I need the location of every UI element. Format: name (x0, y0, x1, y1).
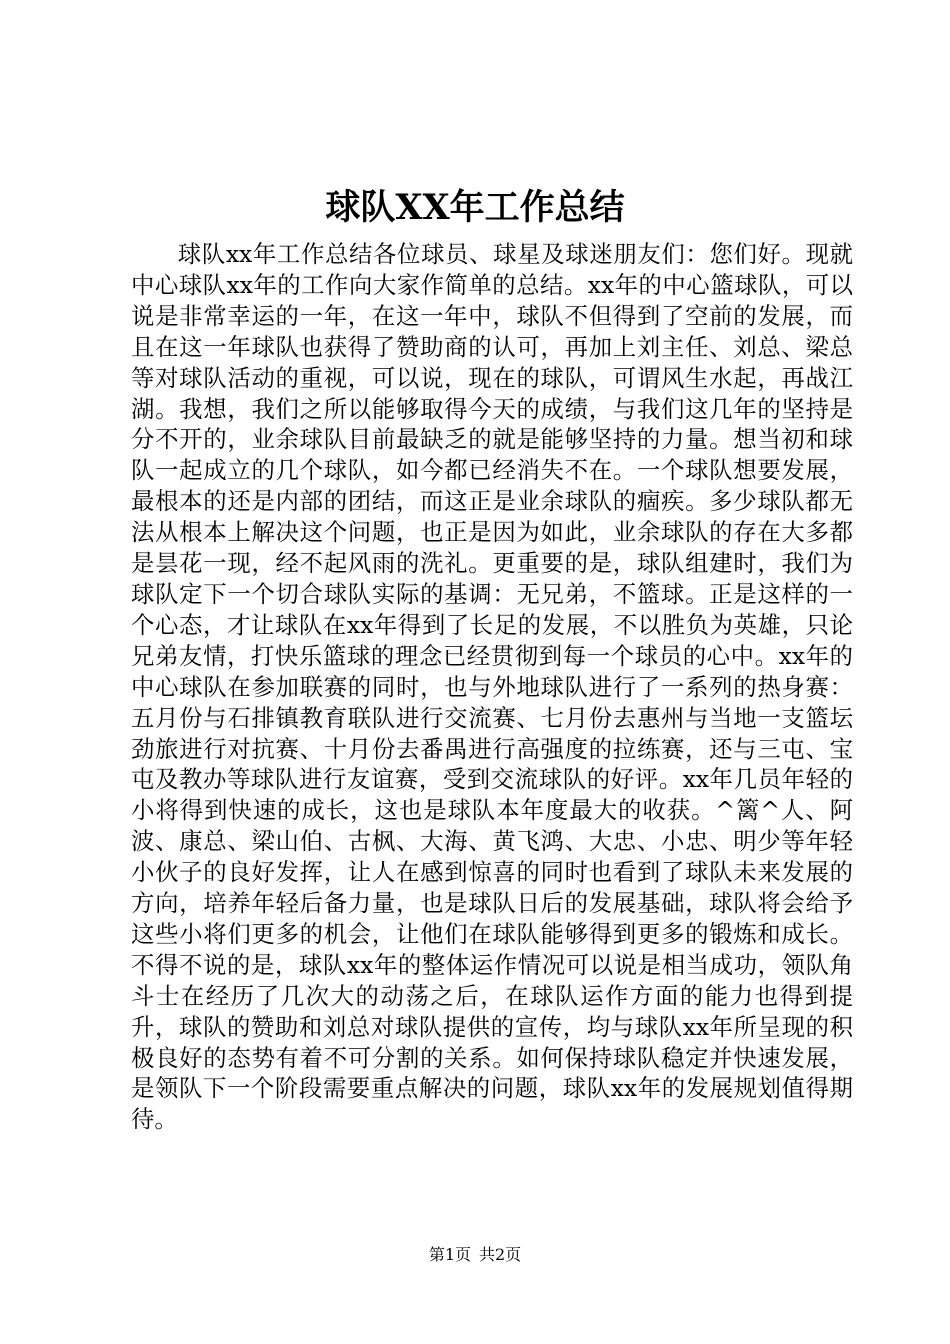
page-number-total: 共2页 (479, 1245, 522, 1264)
document-body-paragraph: 球队xx年工作总结各位球员、球星及球迷朋友们：您们好。现就中心球队xx年的工作向大家作简单的总结。xx年的中心篮球队，可以说是非常幸运的一年，在这一年中，球队不但得到了空前的发展，而且在这一年球队也获得了赞助商的认可，再加上刘主任、刘总、梁总等对球队活动的重视，可以说，现在的球队，可谓风生水起，再战江湖。我想，我们之所以能够取得今天的成绩，与我们这几年的坚持是分不开的，业余球队目前最缺乏的就是能够坚持的力量。想当初和球队一起成立的几个球队，如今都已经消失不在。一个球队想要发展，最根本的还是内部的团结，而这正是业余球队的痼疾。多少球队都无法从根本上解决这个问题，也正是因为如此，业余球队的存在大多都是昙花一现，经不起风雨的洗礼。更重要的是，球队组建时，我们为球队定下一个切合球队实际的基调：无兄弟，不篮球。正是这样的一个心态，才让球队在xx年得到了长足的发展，不以胜负为英雄，只论兄弟友情，打快乐篮球的理念已经贯彻到每一个球员的心中。xx年的中心球队在参加联赛的同时，也与外地球队进行了一系列的热身赛：五月份与石排镇教育联队进行交流赛、七月份去惠州与当地一支篮坛劲旅进行对抗赛、十月份去番禺进行高强度的拉练赛，还与三屯、宝屯及教办等球队进行友谊赛，受到交流球队的好评。xx年几员年轻的小将得到快速的成长，这也是球队本年度最大的收获。^篱^人、阿波、康总、梁山伯、古枫、大海、黄飞鸿、大忠、小忠、明少等年轻小伙子的良好发挥，让人在感到惊喜的同时也看到了球队未来发展的方向，培养年轻后备力量，也是球队日后的发展基础，球队将会给予这些小将们更多的机会，让他们在球队能够得到更多的锻炼和成长。不得不说的是，球队xx年的整体运作情况可以说是相当成功，领队角斗士在经历了几次大的动荡之后，在球队运作方面的能力也得到提升，球队的赞助和刘总对球队提供的宣传，均与球队xx年所呈现的积极良好的态势有着不可分割的关系。如何保持球队稳定并快速发展，是领队下一个阶段需要重点解决的问题，球队xx年的发展规划值得期待。 (131, 240, 853, 1134)
document-title: 球队XX年工作总结 (325, 187, 625, 228)
page-footer (0, 1244, 950, 1266)
page-number-current: 第1页 (428, 1245, 471, 1264)
